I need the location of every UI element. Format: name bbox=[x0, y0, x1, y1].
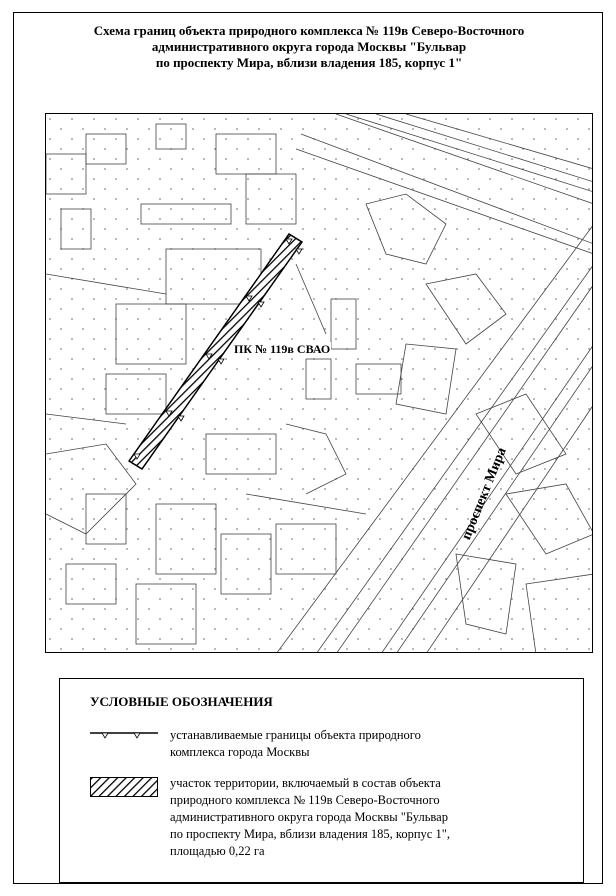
legend-hatched-line-3: административного округа города Москвы "Бульвар bbox=[170, 810, 448, 824]
title-line-1: Схема границ объекта природного комплекса № 119в Северо-Восточного bbox=[93, 23, 525, 38]
title-line-3: по проспекту Мира, вблизи владения 185, корпус 1" bbox=[155, 55, 463, 70]
title-line-2: административного округа города Москвы "Бульвар bbox=[151, 39, 467, 54]
legend-hatched-line-2: природного комплекса № 119в Северо-Восточного bbox=[170, 793, 440, 807]
legend-hatched-line-5: площадью 0,22 га bbox=[170, 844, 265, 858]
legend-box bbox=[59, 678, 584, 883]
legend-title: УСЛОВНЫЕ ОБОЗНАЧЕНИЯ bbox=[90, 694, 273, 709]
legend-hatched-line-1: участок территории, включаемый в состав объекта bbox=[170, 776, 441, 790]
sheet-title bbox=[14, 23, 604, 71]
legend-boundary-line-1: устанавливаемые границы объекта природного bbox=[170, 728, 421, 742]
street-label: проспект Мира bbox=[459, 445, 510, 542]
cadastral-map bbox=[45, 113, 593, 653]
legend-boundary-line-2: комплекса города Москвы bbox=[170, 745, 310, 759]
boundary-line-icon bbox=[90, 730, 158, 744]
map-drawing bbox=[46, 114, 593, 653]
map-sheet bbox=[13, 12, 603, 884]
hatched-area-icon bbox=[90, 777, 158, 797]
legend-hatched-line-4: по проспекту Мира, вблизи владения 185, корпус 1", bbox=[170, 827, 450, 841]
pk-label: ПК № 119в СВАО bbox=[234, 342, 331, 356]
